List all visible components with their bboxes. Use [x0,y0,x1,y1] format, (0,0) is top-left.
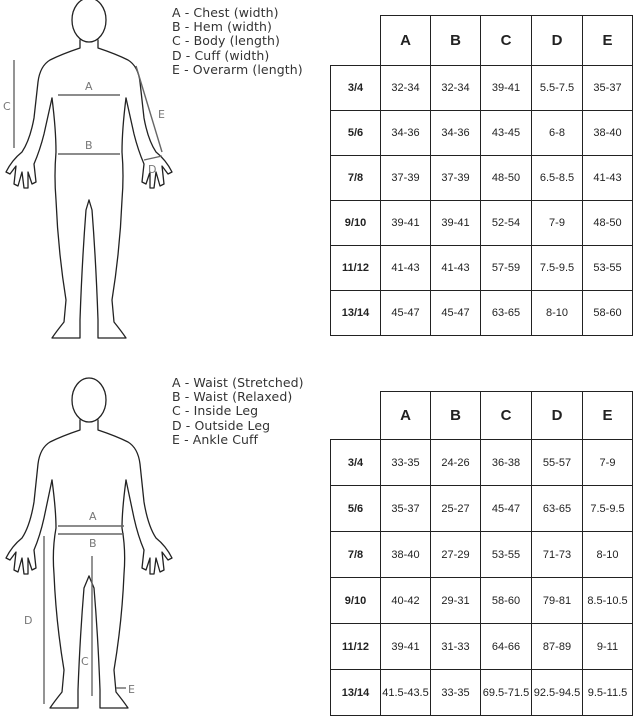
table-row [331,201,633,246]
table-cell: 7-9 [583,440,633,486]
label-e: E [158,108,165,121]
table-cell: 33-35 [381,440,431,486]
table-cell: 55-57 [532,440,583,486]
legend-item: C - Body (length) [172,33,281,49]
table-cell: 92.5-94.5 [532,670,583,716]
column-header: A [381,392,431,440]
label-a: A [85,80,93,93]
table-cell: 39-41 [381,201,431,246]
table-cell: 41-43 [381,246,431,291]
table-cell: 27-29 [431,532,481,578]
corner-cell [331,16,381,66]
table-header-row [331,16,633,66]
legend-item: E - Ankle Cuff [172,431,259,447]
table-cell: 53-55 [481,532,532,578]
table-cell: 71-73 [532,532,583,578]
table-row [331,291,633,336]
table-cell: 24-26 [431,440,481,486]
column-header: B [431,392,481,440]
table-cell: 63-65 [532,486,583,532]
table-cell: 39-41 [481,66,532,111]
table-cell: 45-47 [481,486,532,532]
table-cell: 58-60 [481,578,532,624]
corner-cell [331,392,381,440]
table-cell: 40-42 [381,578,431,624]
size-label: 3/4 [331,66,381,111]
size-label: 7/8 [331,156,381,201]
table-cell: 7.5-9.5 [583,486,633,532]
size-label: 13/14 [331,291,381,336]
table-cell: 39-41 [431,201,481,246]
column-header: B [431,16,481,66]
table-cell: 35-37 [583,66,633,111]
table-cell: 34-36 [381,111,431,156]
tops-legend [172,6,303,77]
table-cell: 52-54 [481,201,532,246]
size-label: 13/14 [331,670,381,716]
table-cell: 6-8 [532,111,583,156]
table-row [331,66,633,111]
table-row [331,246,633,291]
label-c: C [3,100,11,113]
column-header: D [532,392,583,440]
table-cell: 6.5-8.5 [532,156,583,201]
table-row [331,440,633,486]
label-d: D [148,163,157,176]
label-b: B [85,139,93,152]
label-a: A [89,510,97,523]
legend-item: D - Cuff (width) [172,47,270,63]
size-label: 9/10 [331,201,381,246]
table-row [331,486,633,532]
label-d: D [24,614,33,627]
cuff-line [144,156,162,160]
legend-item: D - Outside Leg [172,417,271,433]
table-row [331,111,633,156]
size-label: 11/12 [331,624,381,670]
label-c: C [81,655,89,668]
table-cell: 87-89 [532,624,583,670]
table-cell: 33-35 [431,670,481,716]
size-label: 11/12 [331,246,381,291]
size-label: 7/8 [331,532,381,578]
table-cell: 5.5-7.5 [532,66,583,111]
legend-item: B - Waist (Relaxed) [172,389,293,405]
table-cell: 45-47 [381,291,431,336]
table-cell: 31-33 [431,624,481,670]
size-label: 3/4 [331,440,381,486]
column-header: C [481,16,532,66]
table-cell: 63-65 [481,291,532,336]
size-label: 5/6 [331,486,381,532]
table-row [331,670,633,716]
table-cell: 8-10 [583,532,633,578]
table-cell: 25-27 [431,486,481,532]
table-cell: 41.5-43.5 [381,670,431,716]
table-cell: 41-43 [583,156,633,201]
table-cell: 9-11 [583,624,633,670]
column-header: E [583,16,633,66]
table-row [331,578,633,624]
table-cell: 38-40 [583,111,633,156]
table-cell: 45-47 [431,291,481,336]
table-cell: 8.5-10.5 [583,578,633,624]
table-cell: 38-40 [381,532,431,578]
legend-item: A - Chest (width) [172,5,279,20]
table-cell: 48-50 [583,201,633,246]
size-label: 9/10 [331,578,381,624]
label-b: B [89,537,97,550]
table-cell: 7-9 [532,201,583,246]
table-cell: 41-43 [431,246,481,291]
table-cell: 34-36 [431,111,481,156]
table-cell: 79-81 [532,578,583,624]
table-cell: 39-41 [381,624,431,670]
table-row [331,624,633,670]
table-cell: 57-59 [481,246,532,291]
column-header: A [381,16,431,66]
table-cell: 48-50 [481,156,532,201]
table-cell: 8-10 [532,291,583,336]
table-cell: 37-39 [381,156,431,201]
table-cell: 58-60 [583,291,633,336]
table-cell: 37-39 [431,156,481,201]
trousers-size-table [330,391,633,716]
table-cell: 9.5-11.5 [583,670,633,716]
tops-size-table [330,15,633,336]
trousers-size-guide [0,360,633,720]
legend-item: A - Waist (Stretched) [172,375,304,390]
column-header: D [532,16,583,66]
legend-item: C - Inside Leg [172,403,259,419]
column-header: E [583,392,633,440]
table-row [331,156,633,201]
legend-item: B - Hem (width) [172,19,272,35]
table-cell: 53-55 [583,246,633,291]
table-cell: 35-37 [381,486,431,532]
column-header: C [481,392,532,440]
table-cell: 32-34 [431,66,481,111]
table-cell: 64-66 [481,624,532,670]
table-cell: 7.5-9.5 [532,246,583,291]
label-e: E [128,683,135,696]
table-cell: 43-45 [481,111,532,156]
table-cell: 69.5-71.5 [481,670,532,716]
size-label: 5/6 [331,111,381,156]
trousers-legend [172,376,304,447]
table-row [331,532,633,578]
table-cell: 32-34 [381,66,431,111]
legend-item: E - Overarm (length) [172,61,303,77]
table-cell: 36-38 [481,440,532,486]
table-cell: 29-31 [431,578,481,624]
table-header-row [331,392,633,440]
